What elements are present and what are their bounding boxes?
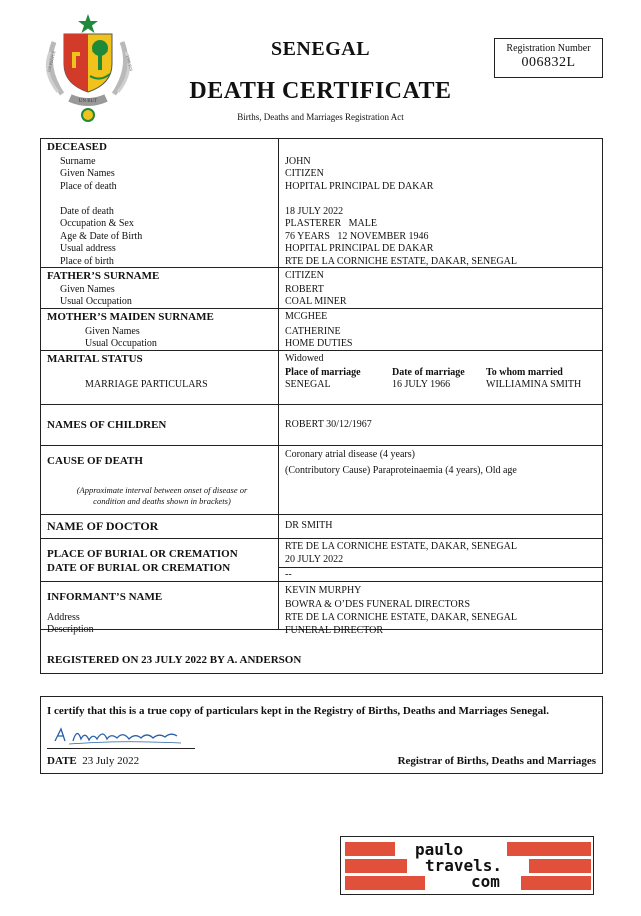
date-label: DATE bbox=[47, 755, 77, 767]
deceased-date-of-death: 18 JULY 2022 bbox=[285, 206, 344, 217]
mother-occupation-label: Usual Occupation bbox=[85, 338, 157, 349]
informant-organisation: BOWRA & O’DES FUNERAL DIRECTORS bbox=[285, 599, 471, 610]
burial-place-heading: PLACE OF BURIAL OR CREMATION bbox=[47, 548, 238, 560]
marriage-spouse: WILLIAMINA SMITH bbox=[486, 379, 582, 390]
paulo-travels-logo bbox=[340, 836, 594, 895]
deceased-heading: DECEASED bbox=[47, 141, 107, 153]
act-subtitle: Births, Deaths and Marriages Registration Act bbox=[237, 112, 404, 122]
informant-address-label: Address bbox=[47, 612, 80, 623]
marriage-date-header: Date of marriage bbox=[392, 367, 465, 378]
deceased-occupation-sex: PLASTERER MALE bbox=[285, 218, 377, 229]
occupation-sex-label: Occupation & Sex bbox=[60, 218, 134, 229]
father-surname: CITIZEN bbox=[285, 270, 324, 281]
logo-line-1: paulo bbox=[415, 840, 464, 859]
marriage-particulars-label: MARRIAGE PARTICULARS bbox=[85, 379, 208, 390]
logo-text bbox=[413, 842, 523, 890]
logo-line-3: com bbox=[471, 872, 500, 891]
row-divider bbox=[41, 514, 602, 515]
cause-contributory: (Contributory Cause) Paraproteinaemia (4 years), Old age bbox=[285, 465, 517, 476]
children-heading: NAMES OF CHILDREN bbox=[47, 419, 167, 431]
marriage-place-header: Place of marriage bbox=[285, 367, 361, 378]
registration-number: 006832L bbox=[521, 55, 576, 70]
row-divider bbox=[41, 445, 602, 446]
country-title: SENEGAL bbox=[270, 38, 371, 60]
marriage-place: SENEGAL bbox=[285, 379, 331, 390]
registered-statement: REGISTERED ON 23 JULY 2022 BY A. ANDERSON bbox=[47, 654, 302, 666]
column-divider bbox=[278, 139, 279, 629]
burial-place: RTE DE LA CORNICHE ESTATE, DAKAR, SENEGAL bbox=[285, 541, 517, 552]
father-heading: FATHER’S SURNAME bbox=[47, 270, 160, 282]
deceased-place-of-birth: RTE DE LA CORNICHE ESTATE, DAKAR, SENEGAL bbox=[285, 256, 517, 267]
cause-primary: Coronary atrial disease (4 years) bbox=[285, 449, 415, 460]
father-given-names: ROBERT bbox=[285, 284, 324, 295]
registration-label: Registration Number bbox=[506, 43, 591, 54]
signature-line bbox=[47, 748, 195, 749]
logo-line-2: travels. bbox=[425, 856, 503, 875]
usual-address-label: Usual address bbox=[60, 243, 116, 254]
deceased-surname: JOHN bbox=[285, 156, 311, 167]
cause-heading: CAUSE OF DEATH bbox=[47, 455, 143, 467]
row-divider bbox=[278, 567, 602, 568]
row-divider bbox=[41, 404, 602, 405]
emblem-motto-left: UN PEUPLE bbox=[46, 50, 57, 73]
emblem-motto-right: UNE FOI bbox=[125, 54, 134, 72]
marriage-whom-header: To whom married bbox=[486, 367, 563, 378]
marriage-date: 16 JULY 1966 bbox=[392, 379, 451, 390]
given-names-label: Given Names bbox=[60, 168, 115, 179]
burial-date-heading: DATE OF BURIAL OR CREMATION bbox=[47, 562, 231, 574]
registrar-signature bbox=[51, 723, 211, 749]
date-value: 23 July 2022 bbox=[82, 755, 140, 767]
emblem-motto: UN BUT bbox=[78, 99, 98, 104]
document-title: DEATH CERTIFICATE bbox=[189, 78, 452, 104]
burial-extra: -- bbox=[285, 569, 292, 580]
doctor-heading: NAME OF DOCTOR bbox=[47, 519, 159, 533]
informant-description-label: Description bbox=[47, 624, 94, 635]
deceased-place-of-death: HOPITAL PRINCIPAL DE DAKAR bbox=[285, 181, 434, 192]
certification-text: I certify that this is a true copy of particulars kept in the Registry of Births, Deaths and Marriages Senegal. bbox=[47, 705, 549, 717]
certification-date bbox=[47, 755, 139, 767]
surname-label: Surname bbox=[60, 156, 96, 167]
informant-heading: INFORMANT’S NAME bbox=[47, 591, 163, 603]
deceased-usual-address: HOPITAL PRINCIPAL DE DAKAR bbox=[285, 243, 434, 254]
age-dob-label: Age & Date of Birth bbox=[60, 231, 143, 242]
mother-given-names: CATHERINE bbox=[285, 326, 341, 337]
date-of-death-label: Date of death bbox=[60, 206, 114, 217]
place-of-birth-label: Place of birth bbox=[60, 256, 114, 267]
father-occupation-label: Usual Occupation bbox=[60, 296, 132, 307]
children-names: ROBERT 30/12/1967 bbox=[285, 419, 372, 430]
registration-box bbox=[494, 38, 603, 78]
row-divider bbox=[41, 538, 602, 539]
informant-name: KEVIN MURPHY bbox=[285, 585, 362, 596]
mother-given-label: Given Names bbox=[85, 326, 140, 337]
marital-heading: MARITAL STATUS bbox=[47, 353, 143, 365]
certificate-table bbox=[40, 138, 603, 674]
doctor-name: DR SMITH bbox=[285, 520, 333, 531]
cause-interval-note: (Approximate interval between onset of disease or condition and deaths shown in brackets) bbox=[76, 485, 248, 506]
coat-of-arms-emblem bbox=[40, 12, 136, 124]
informant-address: RTE DE LA CORNICHE ESTATE, DAKAR, SENEGAL bbox=[285, 612, 517, 623]
certification-box bbox=[40, 696, 603, 774]
row-divider bbox=[41, 350, 602, 351]
mother-heading: MOTHER’S MAIDEN SURNAME bbox=[47, 311, 214, 323]
deceased-given-names: CITIZEN bbox=[285, 168, 324, 179]
father-occupation: COAL MINER bbox=[285, 296, 347, 307]
father-given-label: Given Names bbox=[60, 284, 115, 295]
place-of-death-label: Place of death bbox=[60, 181, 117, 192]
informant-description: FUNERAL DIRECTOR bbox=[285, 625, 384, 636]
mother-occupation: HOME DUTIES bbox=[285, 338, 353, 349]
burial-date: 20 JULY 2022 bbox=[285, 554, 344, 565]
row-divider bbox=[41, 308, 602, 309]
mother-surname: MCGHEE bbox=[285, 311, 328, 322]
deceased-age-dob: 76 YEARS 12 NOVEMBER 1946 bbox=[285, 231, 429, 242]
registrar-title: Registrar of Births, Deaths and Marriages bbox=[397, 755, 596, 767]
row-divider bbox=[41, 581, 602, 582]
marital-status: Widowed bbox=[285, 353, 324, 364]
